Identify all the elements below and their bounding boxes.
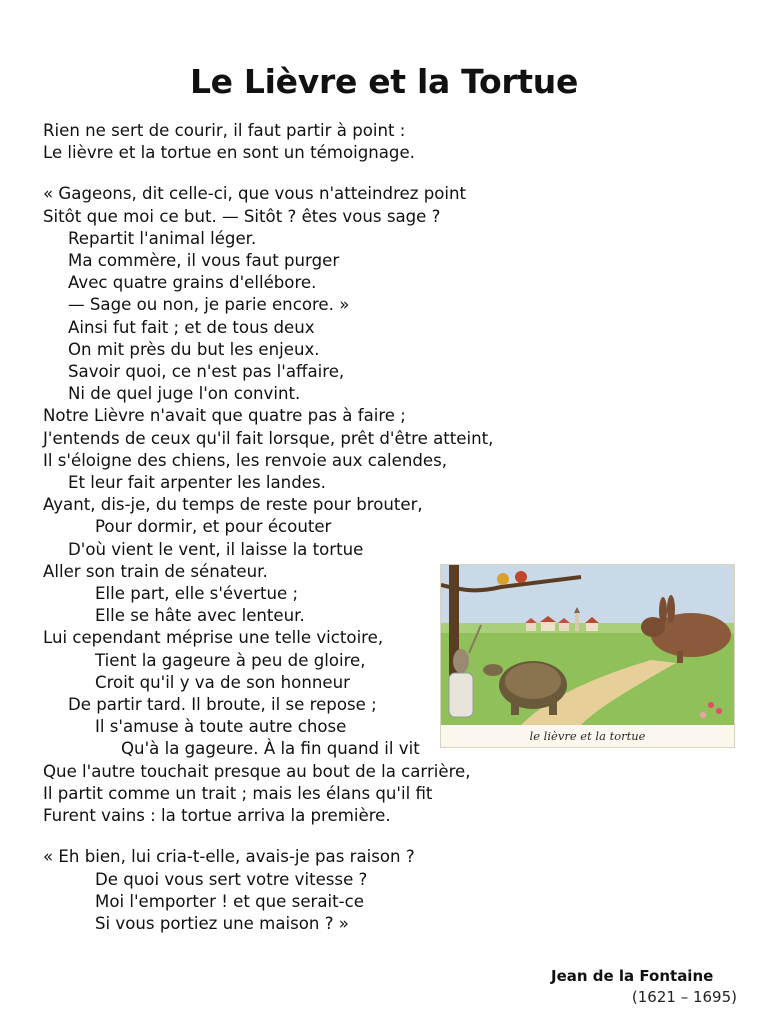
illustration-scene bbox=[441, 565, 734, 725]
author-name: Jean de la Fontaine bbox=[551, 967, 714, 985]
verse-line: Ni de quel juge l'on convint. bbox=[68, 384, 301, 404]
author-dates: (1621 – 1695) bbox=[631, 988, 737, 1006]
verse-line: « Gageons, dit celle-ci, que vous n'atteindrez point bbox=[43, 184, 467, 204]
verse-line: Il partit comme un trait ; mais les élans qu'il fit bbox=[43, 783, 433, 803]
verse-line: Repartit l'animal léger. bbox=[68, 228, 257, 248]
milestone bbox=[449, 673, 473, 717]
rat bbox=[453, 649, 469, 673]
verse-line: Tient la gageure à peu de gloire, bbox=[95, 650, 366, 670]
verse-line: Elle part, elle s'évertue ; bbox=[95, 584, 299, 604]
verse-line: Il s'éloigne des chiens, les renvoie aux calendes, bbox=[43, 450, 447, 470]
verse-line: Ayant, dis-je, du temps de reste pour brouter, bbox=[43, 495, 423, 515]
verse-line: « Eh bien, lui cria-t-elle, avais-je pas raison ? bbox=[43, 847, 415, 867]
verse-line: Qu'à la gageure. À la fin quand il vit bbox=[121, 739, 420, 759]
verse-line: Lui cependant méprise une telle victoire, bbox=[43, 628, 384, 648]
hare-tortoise-illustration bbox=[440, 564, 735, 748]
verse-line: Moi l'emporter ! et que serait-ce bbox=[95, 891, 364, 911]
verse-line: Que l'autre touchait presque au bout de la carrière, bbox=[43, 761, 471, 781]
verse-line: Savoir quoi, ce n'est pas l'affaire, bbox=[68, 362, 345, 382]
verse-line: Pour dormir, et pour écouter bbox=[95, 517, 332, 537]
verse-line: Rien ne sert de courir, il faut partir à point : bbox=[43, 121, 406, 140]
verse-line: Le lièvre et la tortue en sont un témoignage. bbox=[43, 143, 415, 163]
verse-line: Aller son train de sénateur. bbox=[43, 561, 268, 581]
verse-line: Et leur fait arpenter les landes. bbox=[68, 473, 326, 493]
verse-line: Sitôt que moi ce but. — Sitôt ? êtes vous sage ? bbox=[43, 206, 441, 226]
verse-line: De partir tard. Il broute, il se repose ; bbox=[68, 695, 377, 715]
poem-text bbox=[43, 120, 603, 935]
verse-line: Elle se hâte avec lenteur. bbox=[95, 606, 305, 626]
stanza-1 bbox=[43, 120, 603, 164]
verse-line: Il s'amuse à toute autre chose bbox=[95, 717, 347, 737]
bird bbox=[515, 571, 527, 583]
illustration-caption: le lièvre et la tortue bbox=[529, 729, 646, 743]
verse-line: J'entends de ceux qu'il fait lorsque, prêt d'être atteint, bbox=[43, 428, 494, 448]
verse-line: Ainsi fut fait ; et de tous deux bbox=[68, 317, 315, 337]
stanza-3 bbox=[43, 846, 603, 935]
verse-line: Avec quatre grains d'ellébore. bbox=[68, 273, 317, 293]
verse-line: — Sage ou non, je parie encore. » bbox=[68, 295, 350, 315]
verse-line: Furent vains : la tortue arriva la première. bbox=[43, 806, 391, 826]
verse-line: On mit près du but les enjeux. bbox=[68, 339, 320, 359]
verse-line: Notre Lièvre n'avait que quatre pas à faire ; bbox=[43, 406, 406, 426]
verse-line: Croit qu'il y va de son honneur bbox=[95, 672, 350, 692]
verse-line: Ma commère, il vous faut purger bbox=[68, 251, 340, 271]
bird bbox=[497, 573, 509, 585]
verse-line: De quoi vous sert votre vitesse ? bbox=[95, 869, 368, 889]
poem-title: Le Lièvre et la Tortue bbox=[189, 62, 579, 101]
verse-line: D'où vient le vent, il laisse la tortue bbox=[68, 539, 364, 559]
verse-line: Si vous portiez une maison ? » bbox=[95, 913, 349, 933]
